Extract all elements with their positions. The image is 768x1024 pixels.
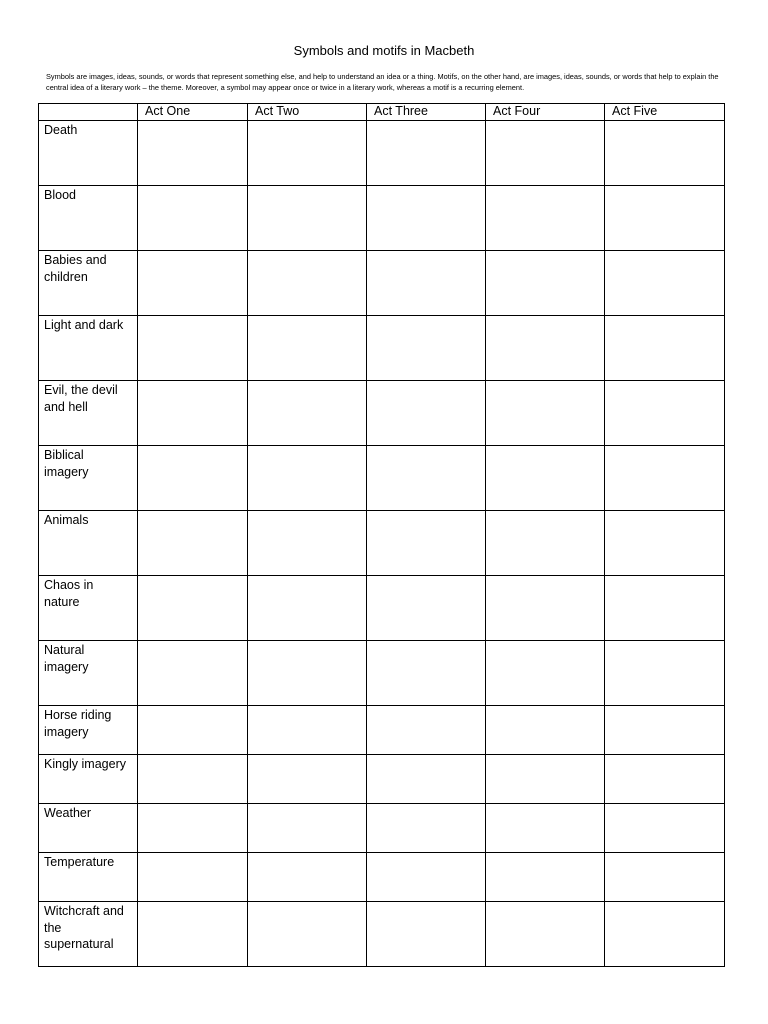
table-cell[interactable] (138, 706, 248, 755)
table-cell[interactable] (605, 853, 725, 902)
header-act-two: Act Two (248, 104, 367, 121)
table-row (39, 853, 725, 902)
row-label: Witchcraft and the supernatural (39, 902, 138, 967)
row-label: Animals (39, 511, 138, 576)
table-cell[interactable] (248, 706, 367, 755)
row-label: Babies and children (39, 251, 138, 316)
table-row (39, 446, 725, 511)
table-cell[interactable] (138, 446, 248, 511)
table-row (39, 641, 725, 706)
table-cell[interactable] (367, 446, 486, 511)
table-cell[interactable] (605, 706, 725, 755)
table-cell[interactable] (605, 446, 725, 511)
table-cell[interactable] (605, 755, 725, 804)
table-cell[interactable] (248, 804, 367, 853)
table-cell[interactable] (605, 902, 725, 967)
table-cell[interactable] (486, 316, 605, 381)
table-cell[interactable] (486, 446, 605, 511)
table-cell[interactable] (367, 251, 486, 316)
table-cell[interactable] (486, 706, 605, 755)
table-cell[interactable] (138, 755, 248, 804)
header-act-five: Act Five (605, 104, 725, 121)
table-cell[interactable] (605, 251, 725, 316)
table-cell[interactable] (486, 511, 605, 576)
table-cell[interactable] (138, 186, 248, 251)
table-row (39, 576, 725, 641)
table-row (39, 121, 725, 186)
table-cell[interactable] (605, 641, 725, 706)
header-act-one: Act One (138, 104, 248, 121)
table-cell[interactable] (367, 755, 486, 804)
table-cell[interactable] (486, 804, 605, 853)
table-cell[interactable] (138, 251, 248, 316)
table-cell[interactable] (605, 316, 725, 381)
table-cell[interactable] (486, 381, 605, 446)
table-cell[interactable] (248, 316, 367, 381)
table-row (39, 316, 725, 381)
table-cell[interactable] (138, 121, 248, 186)
table-cell[interactable] (367, 576, 486, 641)
row-label: Blood (39, 186, 138, 251)
table-row (39, 902, 725, 967)
table-cell[interactable] (605, 186, 725, 251)
table-cell[interactable] (486, 755, 605, 804)
table-cell[interactable] (138, 381, 248, 446)
table-cell[interactable] (486, 251, 605, 316)
table-cell[interactable] (248, 576, 367, 641)
page-title: Symbols and motifs in Macbeth (293, 43, 475, 58)
table-cell[interactable] (138, 576, 248, 641)
row-label: Kingly imagery (39, 755, 138, 804)
table-row (39, 804, 725, 853)
table-cell[interactable] (605, 511, 725, 576)
table-cell[interactable] (248, 511, 367, 576)
header-row (39, 104, 725, 121)
table-cell[interactable] (248, 381, 367, 446)
table-cell[interactable] (486, 902, 605, 967)
table-cell[interactable] (248, 251, 367, 316)
row-label: Temperature (39, 853, 138, 902)
table-cell[interactable] (367, 511, 486, 576)
table-cell[interactable] (248, 186, 367, 251)
table-cell[interactable] (605, 804, 725, 853)
table-cell[interactable] (367, 706, 486, 755)
table-cell[interactable] (605, 381, 725, 446)
table-cell[interactable] (605, 576, 725, 641)
row-label: Death (39, 121, 138, 186)
table-row (39, 755, 725, 804)
table-row (39, 186, 725, 251)
table-cell[interactable] (248, 853, 367, 902)
table-cell[interactable] (138, 641, 248, 706)
table-row (39, 251, 725, 316)
table-cell[interactable] (367, 853, 486, 902)
row-label: Light and dark (39, 316, 138, 381)
table-cell[interactable] (367, 381, 486, 446)
table-cell[interactable] (486, 186, 605, 251)
table-cell[interactable] (605, 121, 725, 186)
table-cell[interactable] (367, 186, 486, 251)
table-cell[interactable] (248, 446, 367, 511)
row-label: Biblical imagery (39, 446, 138, 511)
table-cell[interactable] (138, 853, 248, 902)
header-act-four: Act Four (486, 104, 605, 121)
table-row (39, 381, 725, 446)
symbols-motifs-table (38, 103, 725, 967)
table-cell[interactable] (138, 902, 248, 967)
table-cell[interactable] (138, 316, 248, 381)
table-cell[interactable] (486, 576, 605, 641)
row-label: Weather (39, 804, 138, 853)
header-empty-cell (39, 104, 138, 121)
table-cell[interactable] (486, 121, 605, 186)
intro-paragraph: Symbols are images, ideas, sounds, or words that represent something else, and help to understand an idea or a thing. Motifs, on the other hand, are images, ideas, sounds, or words that help to explain the central idea of a literary work – the theme. Moreover, a symbol may appear once or twice in a literary work, whereas a motif is a recurring element. (46, 72, 719, 92)
row-label: Chaos in nature (39, 576, 138, 641)
table-cell[interactable] (248, 121, 367, 186)
table-cell[interactable] (367, 804, 486, 853)
table-cell[interactable] (248, 755, 367, 804)
header-act-three: Act Three (367, 104, 486, 121)
table-cell[interactable] (367, 121, 486, 186)
row-label: Evil, the devil and hell (39, 381, 138, 446)
table-row (39, 511, 725, 576)
table-cell[interactable] (367, 902, 486, 967)
table-cell[interactable] (367, 316, 486, 381)
table-cell[interactable] (367, 641, 486, 706)
table-cell[interactable] (486, 641, 605, 706)
table-cell[interactable] (138, 804, 248, 853)
row-label: Horse riding imagery (39, 706, 138, 755)
row-label: Natural imagery (39, 641, 138, 706)
table-cell[interactable] (138, 511, 248, 576)
table-cell[interactable] (248, 641, 367, 706)
table-row (39, 706, 725, 755)
table-cell[interactable] (248, 902, 367, 967)
table-cell[interactable] (486, 853, 605, 902)
